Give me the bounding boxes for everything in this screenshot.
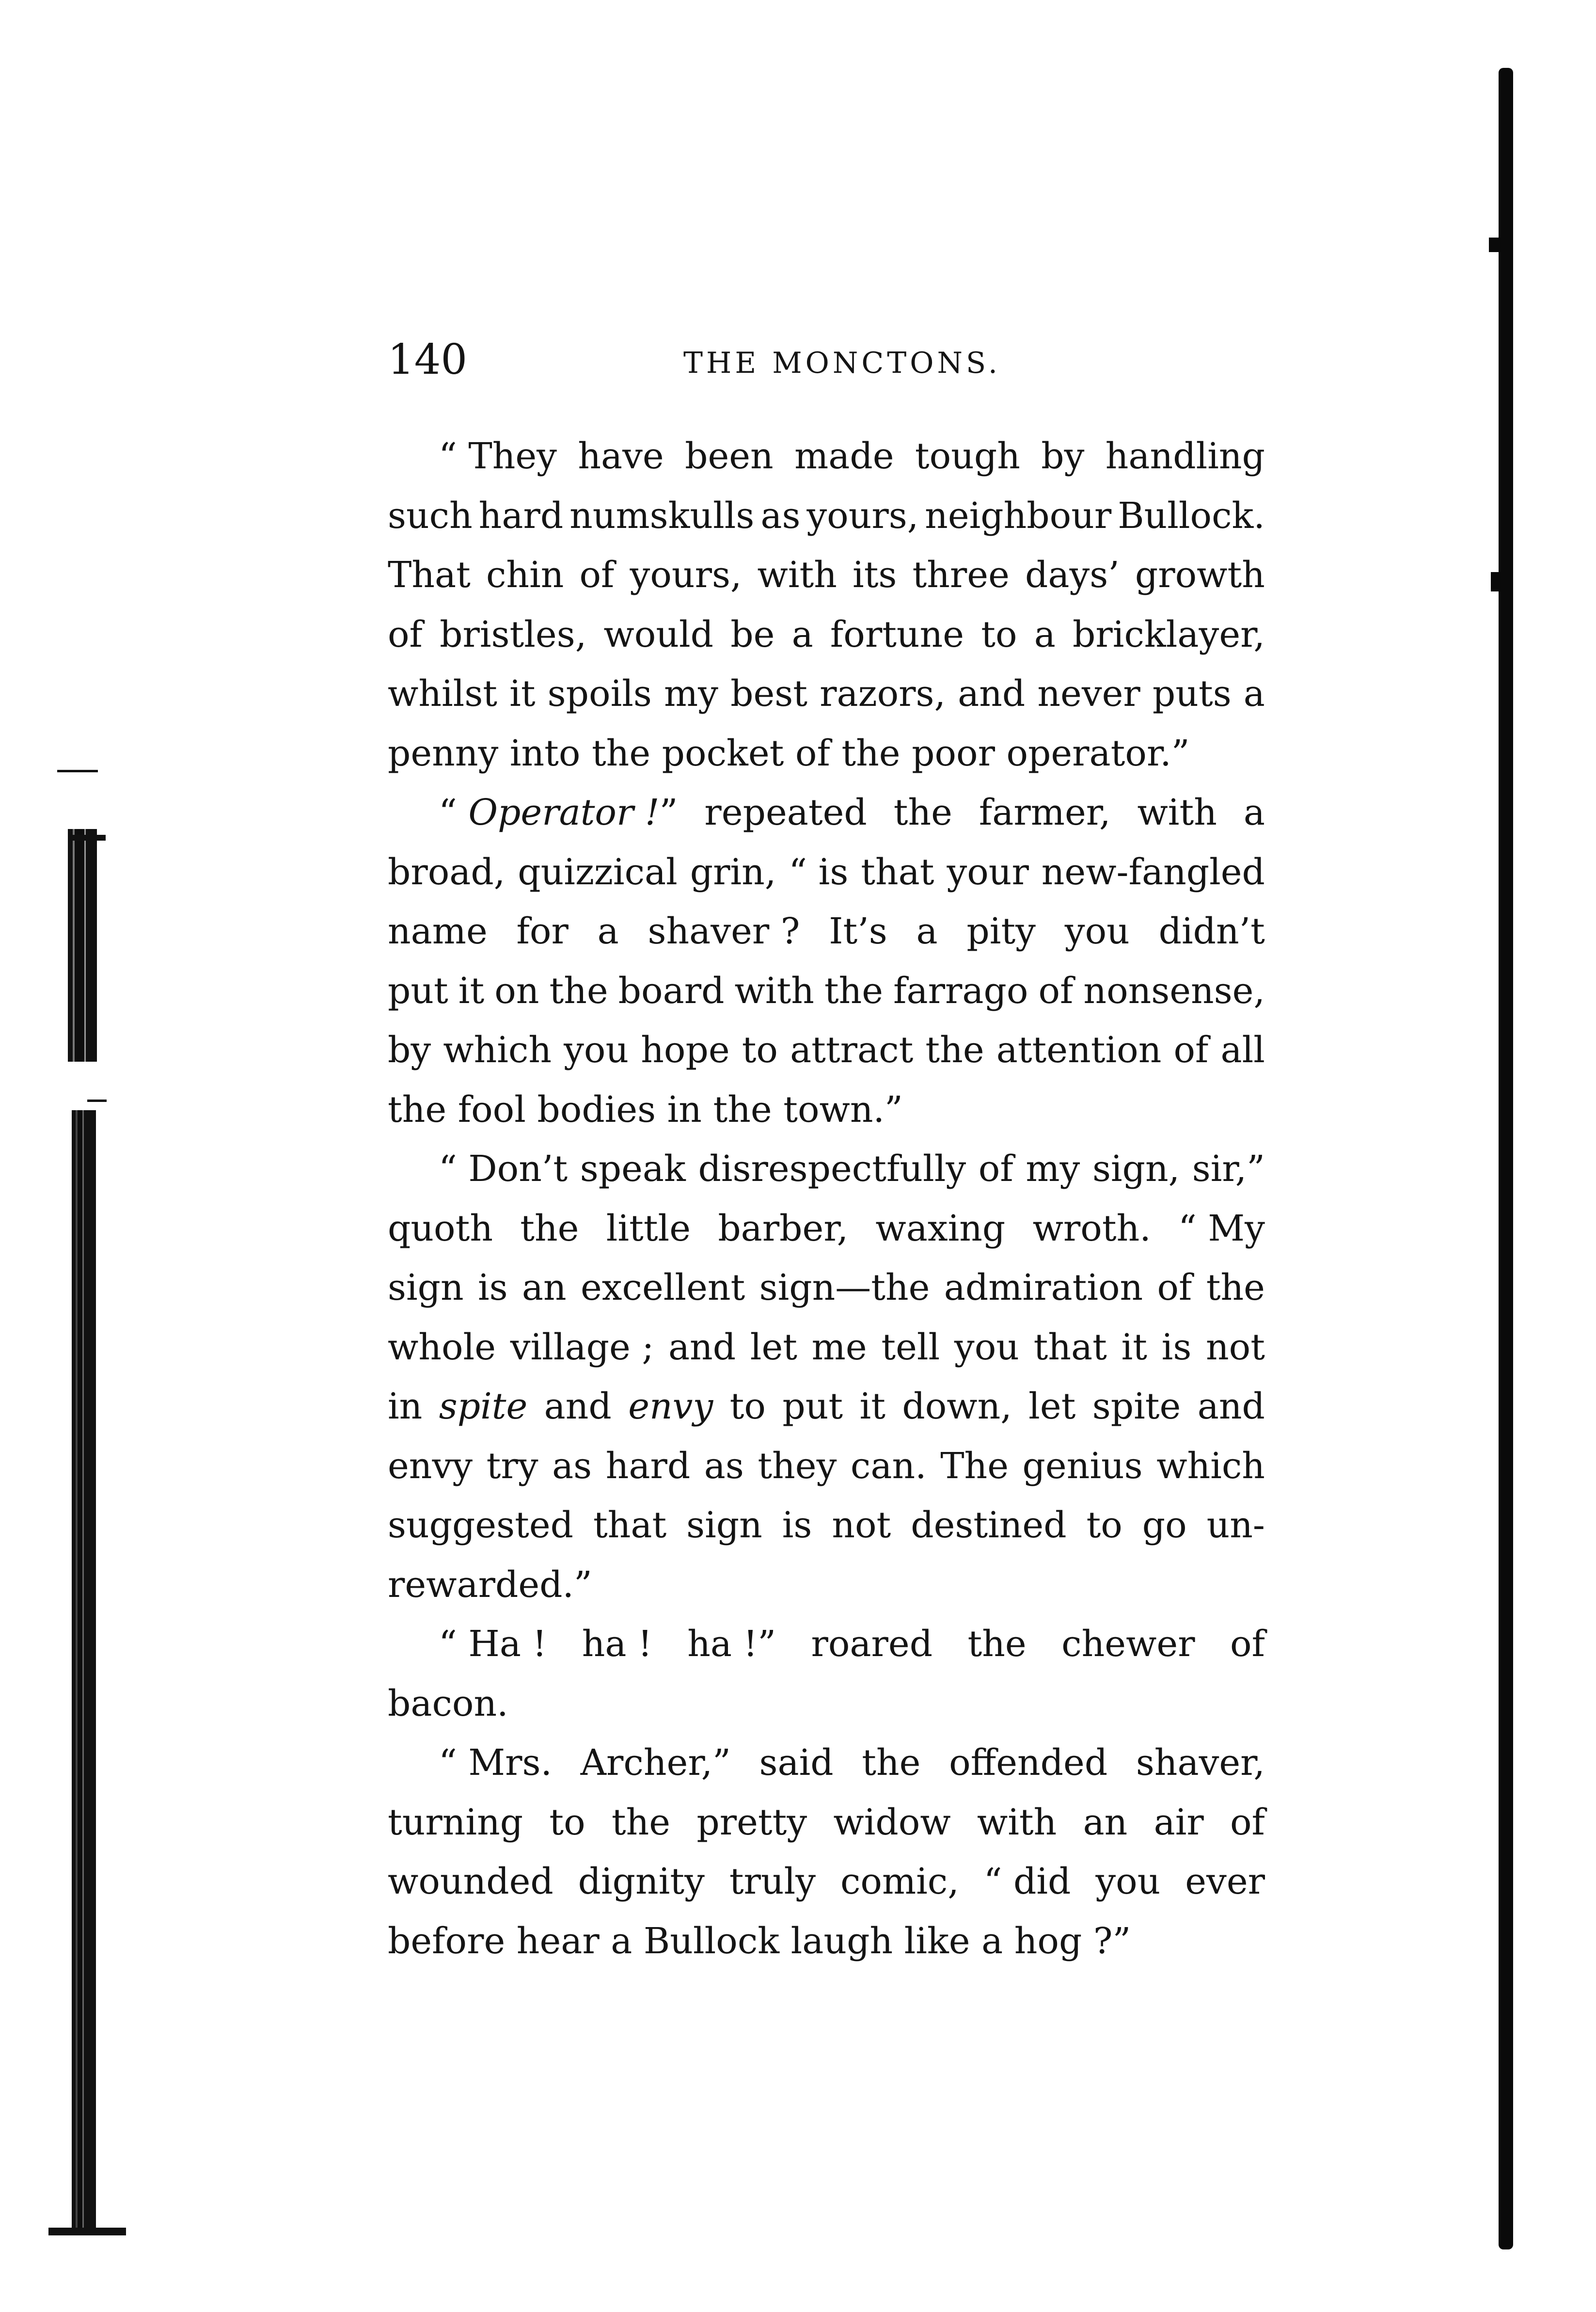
word: attract	[790, 1029, 914, 1071]
text-line	[388, 961, 1265, 1021]
text-line	[388, 783, 1265, 843]
word: three	[912, 554, 1010, 596]
word: with	[734, 970, 814, 1012]
line-text: the fool bodies in the town.”	[388, 1088, 903, 1131]
text-line	[388, 664, 1265, 724]
word: nonsense,	[1083, 970, 1265, 1012]
word: wounded	[388, 1861, 553, 1902]
word: That	[388, 554, 471, 596]
word: truly	[729, 1861, 816, 1902]
word: “ Ha !	[439, 1623, 547, 1665]
word: sign	[388, 1267, 464, 1308]
word: for	[516, 910, 569, 952]
word: its	[853, 554, 897, 596]
word: bristles,	[440, 613, 587, 655]
word: little	[606, 1207, 691, 1249]
word: to	[981, 613, 1017, 655]
word: genius	[1022, 1445, 1143, 1487]
text-line	[388, 1377, 1265, 1436]
word: that	[861, 851, 934, 893]
line-text: before hear a Bullock laugh like a hog ?”	[388, 1920, 1131, 1962]
word: quoth	[388, 1207, 493, 1249]
word: it	[859, 1386, 885, 1427]
word: you	[954, 1326, 1019, 1368]
italic-word: Operator !	[468, 792, 660, 833]
word: my	[1026, 1148, 1080, 1190]
word: neighbour	[925, 494, 1112, 537]
word: hard	[478, 494, 564, 537]
text-line	[388, 1912, 1265, 1971]
italic-word: envy	[628, 1386, 713, 1427]
word: admiration	[944, 1267, 1143, 1308]
scan-mark	[57, 770, 98, 772]
word: in	[388, 1386, 423, 1427]
word: attention	[996, 1029, 1162, 1071]
word: tell	[881, 1326, 940, 1368]
word: an	[1083, 1801, 1128, 1843]
page-header	[388, 335, 1280, 384]
word: not	[1206, 1326, 1265, 1368]
word: would	[603, 613, 714, 655]
text-line	[388, 1199, 1265, 1259]
word: by	[388, 1029, 431, 1071]
word: hard	[605, 1445, 691, 1487]
word: down,	[902, 1386, 1012, 1427]
word: wroth.	[1032, 1207, 1151, 1249]
word: the	[824, 970, 884, 1012]
word: it	[1121, 1326, 1147, 1368]
word: speak	[580, 1148, 686, 1190]
word: of	[1230, 1623, 1265, 1665]
word: have	[578, 435, 664, 477]
word: it	[458, 970, 485, 1012]
word: that	[1033, 1326, 1107, 1368]
text-line	[388, 1793, 1265, 1852]
word: of	[1230, 1801, 1265, 1843]
word: the	[549, 970, 608, 1012]
word: as	[552, 1445, 592, 1487]
word: a	[791, 613, 813, 655]
word: puts	[1152, 673, 1232, 715]
word: air	[1154, 1801, 1204, 1843]
word: made	[794, 435, 894, 477]
word: “ is	[789, 851, 849, 893]
quote-mark: “	[439, 792, 457, 833]
word: excellent	[581, 1267, 745, 1308]
word: whilst	[388, 673, 498, 715]
word: chewer	[1061, 1623, 1195, 1665]
scan-mark	[1491, 572, 1501, 591]
text-line	[388, 843, 1265, 902]
word: Archer,”	[580, 1742, 731, 1784]
word: been	[685, 435, 774, 477]
word: is	[1161, 1326, 1192, 1368]
word: of	[1038, 970, 1074, 1012]
word: farrago	[893, 970, 1028, 1012]
word: of	[1173, 1029, 1209, 1071]
scan-mark	[87, 1100, 107, 1102]
word: whole	[388, 1326, 496, 1368]
text-line	[388, 1139, 1265, 1199]
word: the	[925, 1029, 984, 1071]
word: can.	[850, 1445, 927, 1487]
word: the	[967, 1623, 1027, 1665]
word: on	[494, 970, 539, 1012]
word: village ;	[510, 1326, 654, 1368]
word: pity	[966, 910, 1036, 952]
word: the	[893, 792, 952, 833]
word: never	[1037, 673, 1140, 715]
word: which	[1156, 1445, 1265, 1487]
word: numskulls	[569, 494, 755, 537]
word: a	[1243, 792, 1265, 833]
word: said	[759, 1742, 834, 1784]
word: to	[729, 1386, 766, 1427]
word: hope	[641, 1029, 730, 1071]
text-line	[388, 724, 1265, 783]
word: you	[1064, 910, 1130, 952]
word: all	[1220, 1029, 1265, 1071]
word: board	[618, 970, 725, 1012]
word: sign—the	[759, 1267, 930, 1308]
scan-mark	[48, 2228, 126, 2235]
word: spite	[1092, 1386, 1181, 1427]
text-line	[388, 1020, 1265, 1080]
text-line	[388, 545, 1265, 605]
text-line	[388, 1614, 1265, 1674]
word: pretty	[696, 1801, 807, 1843]
word: It’s	[829, 910, 887, 952]
word: by	[1041, 435, 1085, 477]
word: of	[978, 1148, 1013, 1190]
word: ever	[1185, 1861, 1265, 1902]
word: growth	[1135, 554, 1265, 596]
line-text: rewarded.”	[388, 1563, 592, 1606]
word: didn’t	[1158, 910, 1265, 952]
word: shaver ?	[648, 910, 800, 952]
word: “ did	[983, 1861, 1071, 1902]
word: name	[388, 910, 488, 952]
text-line	[388, 427, 1265, 486]
word: which	[443, 1029, 552, 1071]
word: let	[1028, 1386, 1076, 1427]
word: they	[758, 1445, 837, 1487]
body-text	[388, 427, 1265, 1971]
word: with	[977, 1801, 1057, 1843]
word: my	[664, 673, 718, 715]
word: with	[1137, 792, 1217, 833]
word: widow	[833, 1801, 951, 1843]
word: shaver,	[1136, 1742, 1265, 1784]
text-line	[388, 1496, 1265, 1555]
scan-mark	[1489, 238, 1500, 252]
text-line	[388, 1674, 1265, 1734]
word: as	[760, 494, 801, 537]
word: and	[544, 1386, 612, 1427]
word: not	[832, 1504, 891, 1546]
word: grin,	[690, 851, 776, 893]
word: handling	[1105, 435, 1265, 477]
word: and	[1197, 1386, 1265, 1427]
word: dignity	[578, 1861, 705, 1902]
word: offended	[949, 1742, 1108, 1784]
text-line	[388, 486, 1265, 546]
word: days’	[1025, 554, 1120, 596]
word: try	[486, 1445, 538, 1487]
word: tough	[915, 435, 1020, 477]
word: farmer,	[979, 792, 1111, 833]
word: of	[579, 554, 615, 596]
word: a	[1034, 613, 1056, 655]
word: “ They	[439, 435, 557, 477]
word: the	[611, 1801, 671, 1843]
word: a	[1243, 673, 1265, 715]
word: “ Don’t	[439, 1148, 568, 1190]
word: chin	[486, 554, 564, 596]
word: the	[1206, 1267, 1265, 1308]
text-line	[388, 1436, 1265, 1496]
word: un-	[1206, 1504, 1265, 1546]
word: go	[1142, 1504, 1187, 1546]
word: sir,”	[1192, 1148, 1265, 1190]
text-line	[388, 1852, 1265, 1912]
word: yours,	[806, 494, 919, 537]
word: waxing	[875, 1207, 1006, 1249]
word: sign,	[1092, 1148, 1180, 1190]
binding-shadow-left-upper	[68, 829, 97, 1062]
word: with	[757, 554, 837, 596]
italic-run	[439, 783, 678, 843]
word: you	[564, 1029, 629, 1071]
word: repeated	[704, 792, 867, 833]
binding-shadow-right	[1499, 68, 1513, 2249]
binding-shadow-left-lower	[72, 1110, 96, 2235]
running-title: THE MONCTONS.	[683, 346, 1001, 380]
word: is	[477, 1267, 508, 1308]
word: best	[730, 673, 807, 715]
line-text: penny into the pocket of the poor operator.”	[388, 732, 1190, 774]
word: let	[750, 1326, 797, 1368]
word: ha !	[582, 1623, 652, 1665]
word: disrespectfully	[698, 1148, 966, 1190]
text-line	[388, 1733, 1265, 1793]
word: is	[782, 1504, 812, 1546]
word: comic,	[840, 1861, 959, 1902]
word: turning	[388, 1801, 523, 1843]
word: and	[668, 1326, 736, 1368]
line-text: bacon.	[388, 1682, 508, 1724]
word: that	[593, 1504, 667, 1546]
text-line	[388, 1080, 1265, 1140]
word: a	[916, 910, 938, 952]
word: a	[597, 910, 619, 952]
text-line	[388, 902, 1265, 961]
scan-mark	[68, 835, 106, 841]
word: Bullock.	[1118, 494, 1265, 537]
word: put	[388, 970, 448, 1012]
text-line	[388, 1555, 1265, 1615]
word: yours,	[630, 554, 742, 596]
word: ha !”	[687, 1623, 776, 1665]
word: your	[947, 851, 1029, 893]
word: as	[704, 1445, 744, 1487]
word: an	[521, 1267, 567, 1308]
word: razors,	[820, 673, 946, 715]
word: you	[1095, 1861, 1161, 1902]
word: of	[1157, 1267, 1192, 1308]
word: it	[509, 673, 536, 715]
word: “ My	[1178, 1207, 1265, 1249]
word: broad,	[388, 851, 506, 893]
word: quizzical	[518, 851, 678, 893]
word: and	[958, 673, 1026, 715]
word: barber,	[718, 1207, 849, 1249]
word: “ Mrs.	[439, 1742, 552, 1784]
word: suggested	[388, 1504, 574, 1546]
word: roared	[811, 1623, 933, 1665]
page-number: 140	[388, 335, 468, 384]
quote-mark: ”	[659, 792, 678, 833]
text-line	[388, 1258, 1265, 1318]
word: new-fangled	[1041, 851, 1265, 893]
word: to	[742, 1029, 778, 1071]
word: put	[782, 1386, 843, 1427]
italic-word: spite	[439, 1386, 528, 1427]
word: envy	[388, 1445, 473, 1487]
word: The	[940, 1445, 1009, 1487]
word: bricklayer,	[1073, 613, 1265, 655]
word: such	[388, 494, 473, 537]
text-line	[388, 605, 1265, 665]
word: fortune	[830, 613, 964, 655]
word: me	[811, 1326, 867, 1368]
word: of	[388, 613, 423, 655]
word: destined	[911, 1504, 1067, 1546]
word: the	[862, 1742, 921, 1784]
word: be	[730, 613, 775, 655]
word: the	[520, 1207, 579, 1249]
word: sign	[686, 1504, 762, 1546]
text-line	[388, 1318, 1265, 1377]
word: spoils	[547, 673, 652, 715]
word: to	[1086, 1504, 1122, 1546]
word: to	[549, 1801, 585, 1843]
